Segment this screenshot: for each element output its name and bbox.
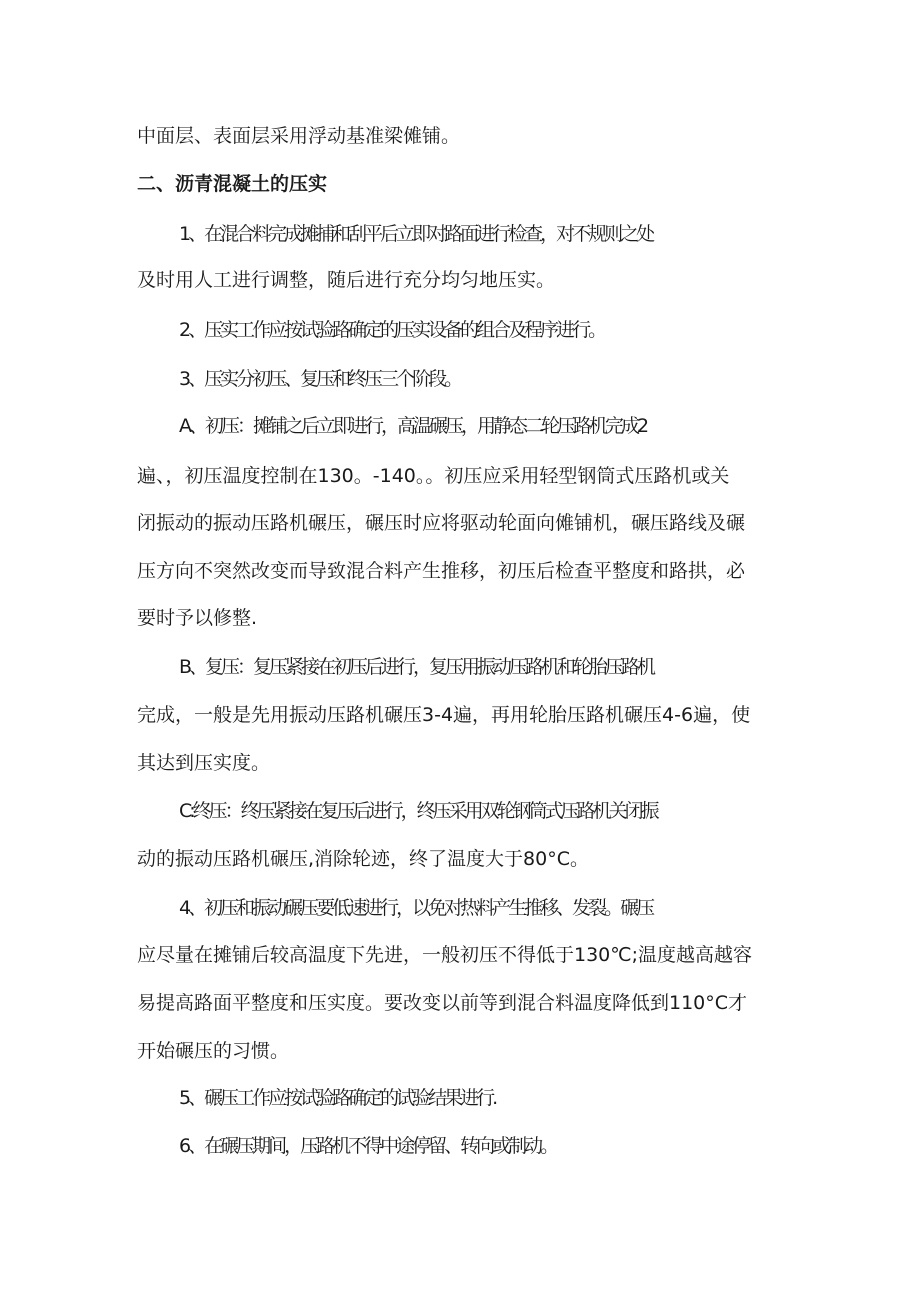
paragraph-line: 压方向不突然改变而导致混合料产生推移，初压后检查平整度和路拱，必 [137, 560, 746, 582]
paragraph-line: 1、在混合料完成摊捕和刮平后立即对路面进行检查，对不规则之处 [179, 223, 653, 245]
paragraph-line: 要时予以修整. [137, 607, 258, 629]
paragraph-line: 动的振动压路机碾压,消除轮迹，终了温度大于80°C。 [137, 848, 589, 870]
paragraph-line: 3、压实分初压、复压和终压三个阶段。 [179, 368, 461, 390]
paragraph-line: C:终压：终压紧接在复压后进行，终压采用双轮钢筒式压路机关闭振 [179, 800, 657, 822]
paragraph-line: 遍、，初压温度控制在130。-140。。初压应采用轻型钢筒式压路机或关 [137, 465, 730, 487]
paragraph-line: B、复压：复压紧接在初压后进行，复压用振动压路机和轮胎压路机 [179, 656, 654, 678]
paragraph-line: 开始碾压的习惯。 [137, 1040, 290, 1062]
paragraph-line: 其达到压实度。 [137, 752, 271, 774]
section-heading: 二、沥青混凝土的压实 [137, 173, 328, 195]
paragraph-line: 应尽量在摊铺后较高温度下先进，一般初压不得低于130℃;温度越高越容 [137, 944, 753, 966]
paragraph-line: 6、在碾压期间，压路机不得中途停留、转向或制动。 [179, 1135, 557, 1157]
paragraph-line: 中面层、表面层采用浮动基准梁傩铺。 [137, 125, 461, 147]
paragraph-line: 易提高路面平整度和压实度。要改变以前等到混合料温度降低到110°C才 [137, 992, 748, 1014]
paragraph-line: 闭振动的振动压路机碾压，碾压时应将驱动轮面向傩铺机，碾压路线及碾 [137, 512, 746, 534]
paragraph-line: 4、初压和振动碾压要低速进行，以免对热料产生推移、发裂。碾压 [179, 897, 653, 919]
paragraph-line: 5、碾压工作应按试验路确定的试验结果进行. [179, 1087, 496, 1109]
paragraph-line: 2、压实工作应按试验路确定的压实设备的组合及程序进行。 [179, 319, 605, 341]
paragraph-line: A、初压：摊铺之后立即进行，高温碾压，用静态二轮压路机完成2 [179, 415, 647, 437]
paragraph-line: 完成，一般是先用振动压路机碾压3-4遍，再用轮胎压路机碾压4-6遍，使 [137, 704, 751, 726]
paragraph-line: 及时用人工进行调整，随后进行充分均匀地压实。 [137, 269, 556, 291]
